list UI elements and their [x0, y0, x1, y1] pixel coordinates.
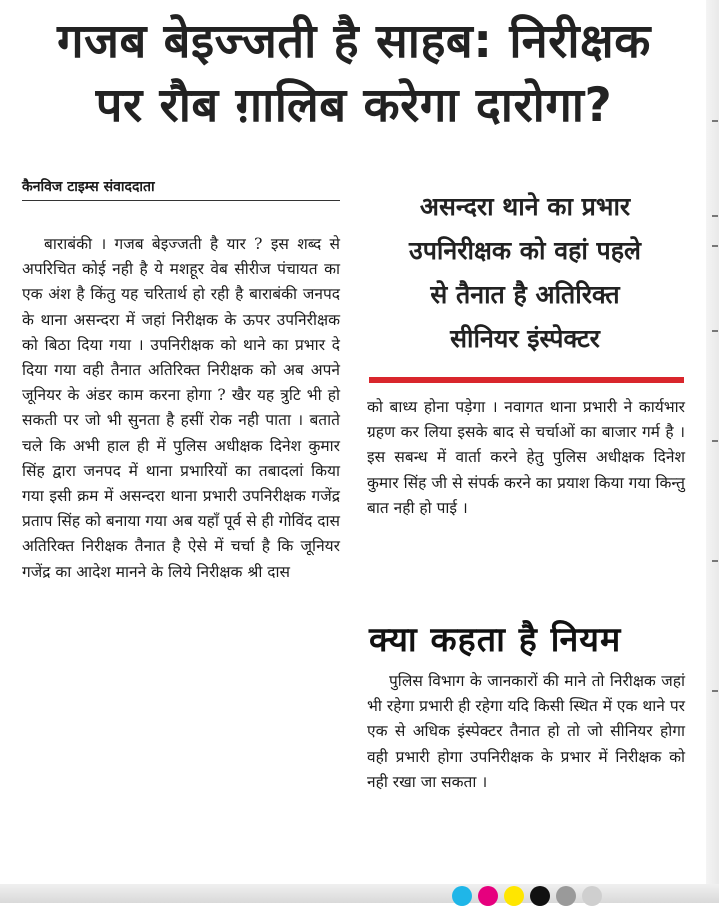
edge-mark [712, 330, 718, 332]
registration-dot-yellow [504, 886, 524, 906]
page-bottom-band [0, 884, 719, 903]
adjacent-page-edge [706, 0, 719, 903]
edge-mark [712, 245, 718, 247]
edge-mark [712, 440, 718, 442]
red-divider-rule [369, 377, 684, 383]
subheadline [360, 185, 690, 361]
edge-mark [712, 560, 718, 562]
edge-mark [712, 215, 718, 217]
registration-dot-black [530, 886, 550, 906]
headline [14, 10, 694, 138]
byline: कैनविज टाइम्स संवाददाता [22, 177, 340, 201]
subhead-line-2: उपनिरीक्षक को वहां पहले [409, 236, 641, 265]
headline-line-2: पर रौब ग़ालिब करेगा दारोगा? [95, 78, 613, 133]
right-column-bottom-text: पुलिस विभाग के जानकारों की माने तो निरीक्षक जहां भी रहेगा प्रभारी ही रहेगा यदि किसी स्थित में एक थाने पर एक से अधिक इंस्पेक्टर तैनात हो तो जो सीनियर होगा वही प्रभारी होगा उपनिरीक्षक के प्रभार में निरीक्षक को नही रखा जा सकता । [367, 672, 685, 791]
registration-dot-lightgray [582, 886, 602, 906]
section-heading: क्या कहता है नियम [369, 620, 622, 660]
article-right-column-bottom [367, 669, 685, 795]
subhead-line-1: असन्दरा थाने का प्रभार [419, 192, 631, 221]
registration-dot-gray [556, 886, 576, 906]
right-column-top-text: को बाध्य होना पड़ेगा । नवागत थाना प्रभारी ने कार्यभार ग्रहण कर लिया इसके बाद से चर्चाओं का बाजार गर्म है । इस सबन्ध में वार्ता करने हेतु पुलिस अधीक्षक दिनेश कुमार सिंह जी से संपर्क करने का प्रयाश किया गया किन्तु बात नही हो पाई । [367, 398, 685, 517]
left-column-text: बाराबंकी । गजब बेइज्जती है यार ? इस शब्द से अपरिचित कोई नही है ये मशहूर वेब सीरीज पंचायत का एक अंश है किंतु यह चरितार्थ हो रही है बाराबंकी जनपद के थाना असन्दरा में जहां निरीक्षक के ऊपर उपनिरीक्षक को बिठा दिया गया । उपनिरीक्षक को थाने का प्रभार दे दिया गया वही तैनात अतिरिक्त निरीक्षक को अब अपने जूनियर के अंडर काम करना होगा ? खैर यह त्रुटि भी हो सकती पर जो भी सुनता है हसीं रोक नही पाता । बताते चले कि अभी हाल ही में पुलिस अधीक्षक दिनेश कुमार सिंह द्वारा जनपद में थाना प्रभारियों का तबादलां किया गया इसी क्रम में असन्दरा थाना प्रभारी उपनिरीक्षक गजेंद्र प्रताप सिंह को बनाया गया अब यहाँ पूर्व से ही गोविंद दास अतिरिक्त निरीक्षक तैनात है ऐसे में चर्चा है कि जूनियर गजेंद्र का आदेश मानने के लिये निरीक्षक श्री दास [22, 235, 340, 581]
edge-mark [712, 690, 718, 692]
article-right-column-top [367, 395, 685, 521]
headline-line-1: गजब बेइज्जती है साहब: निरीक्षक [57, 14, 651, 69]
subhead-line-4: सीनियर इंस्पेक्टर [450, 324, 600, 353]
subhead-line-3: से तैनात है अतिरिक्त [430, 280, 620, 309]
edge-mark [712, 120, 718, 122]
registration-dot-magenta [478, 886, 498, 906]
article-left-column [22, 232, 340, 585]
registration-dot-cyan [452, 886, 472, 906]
